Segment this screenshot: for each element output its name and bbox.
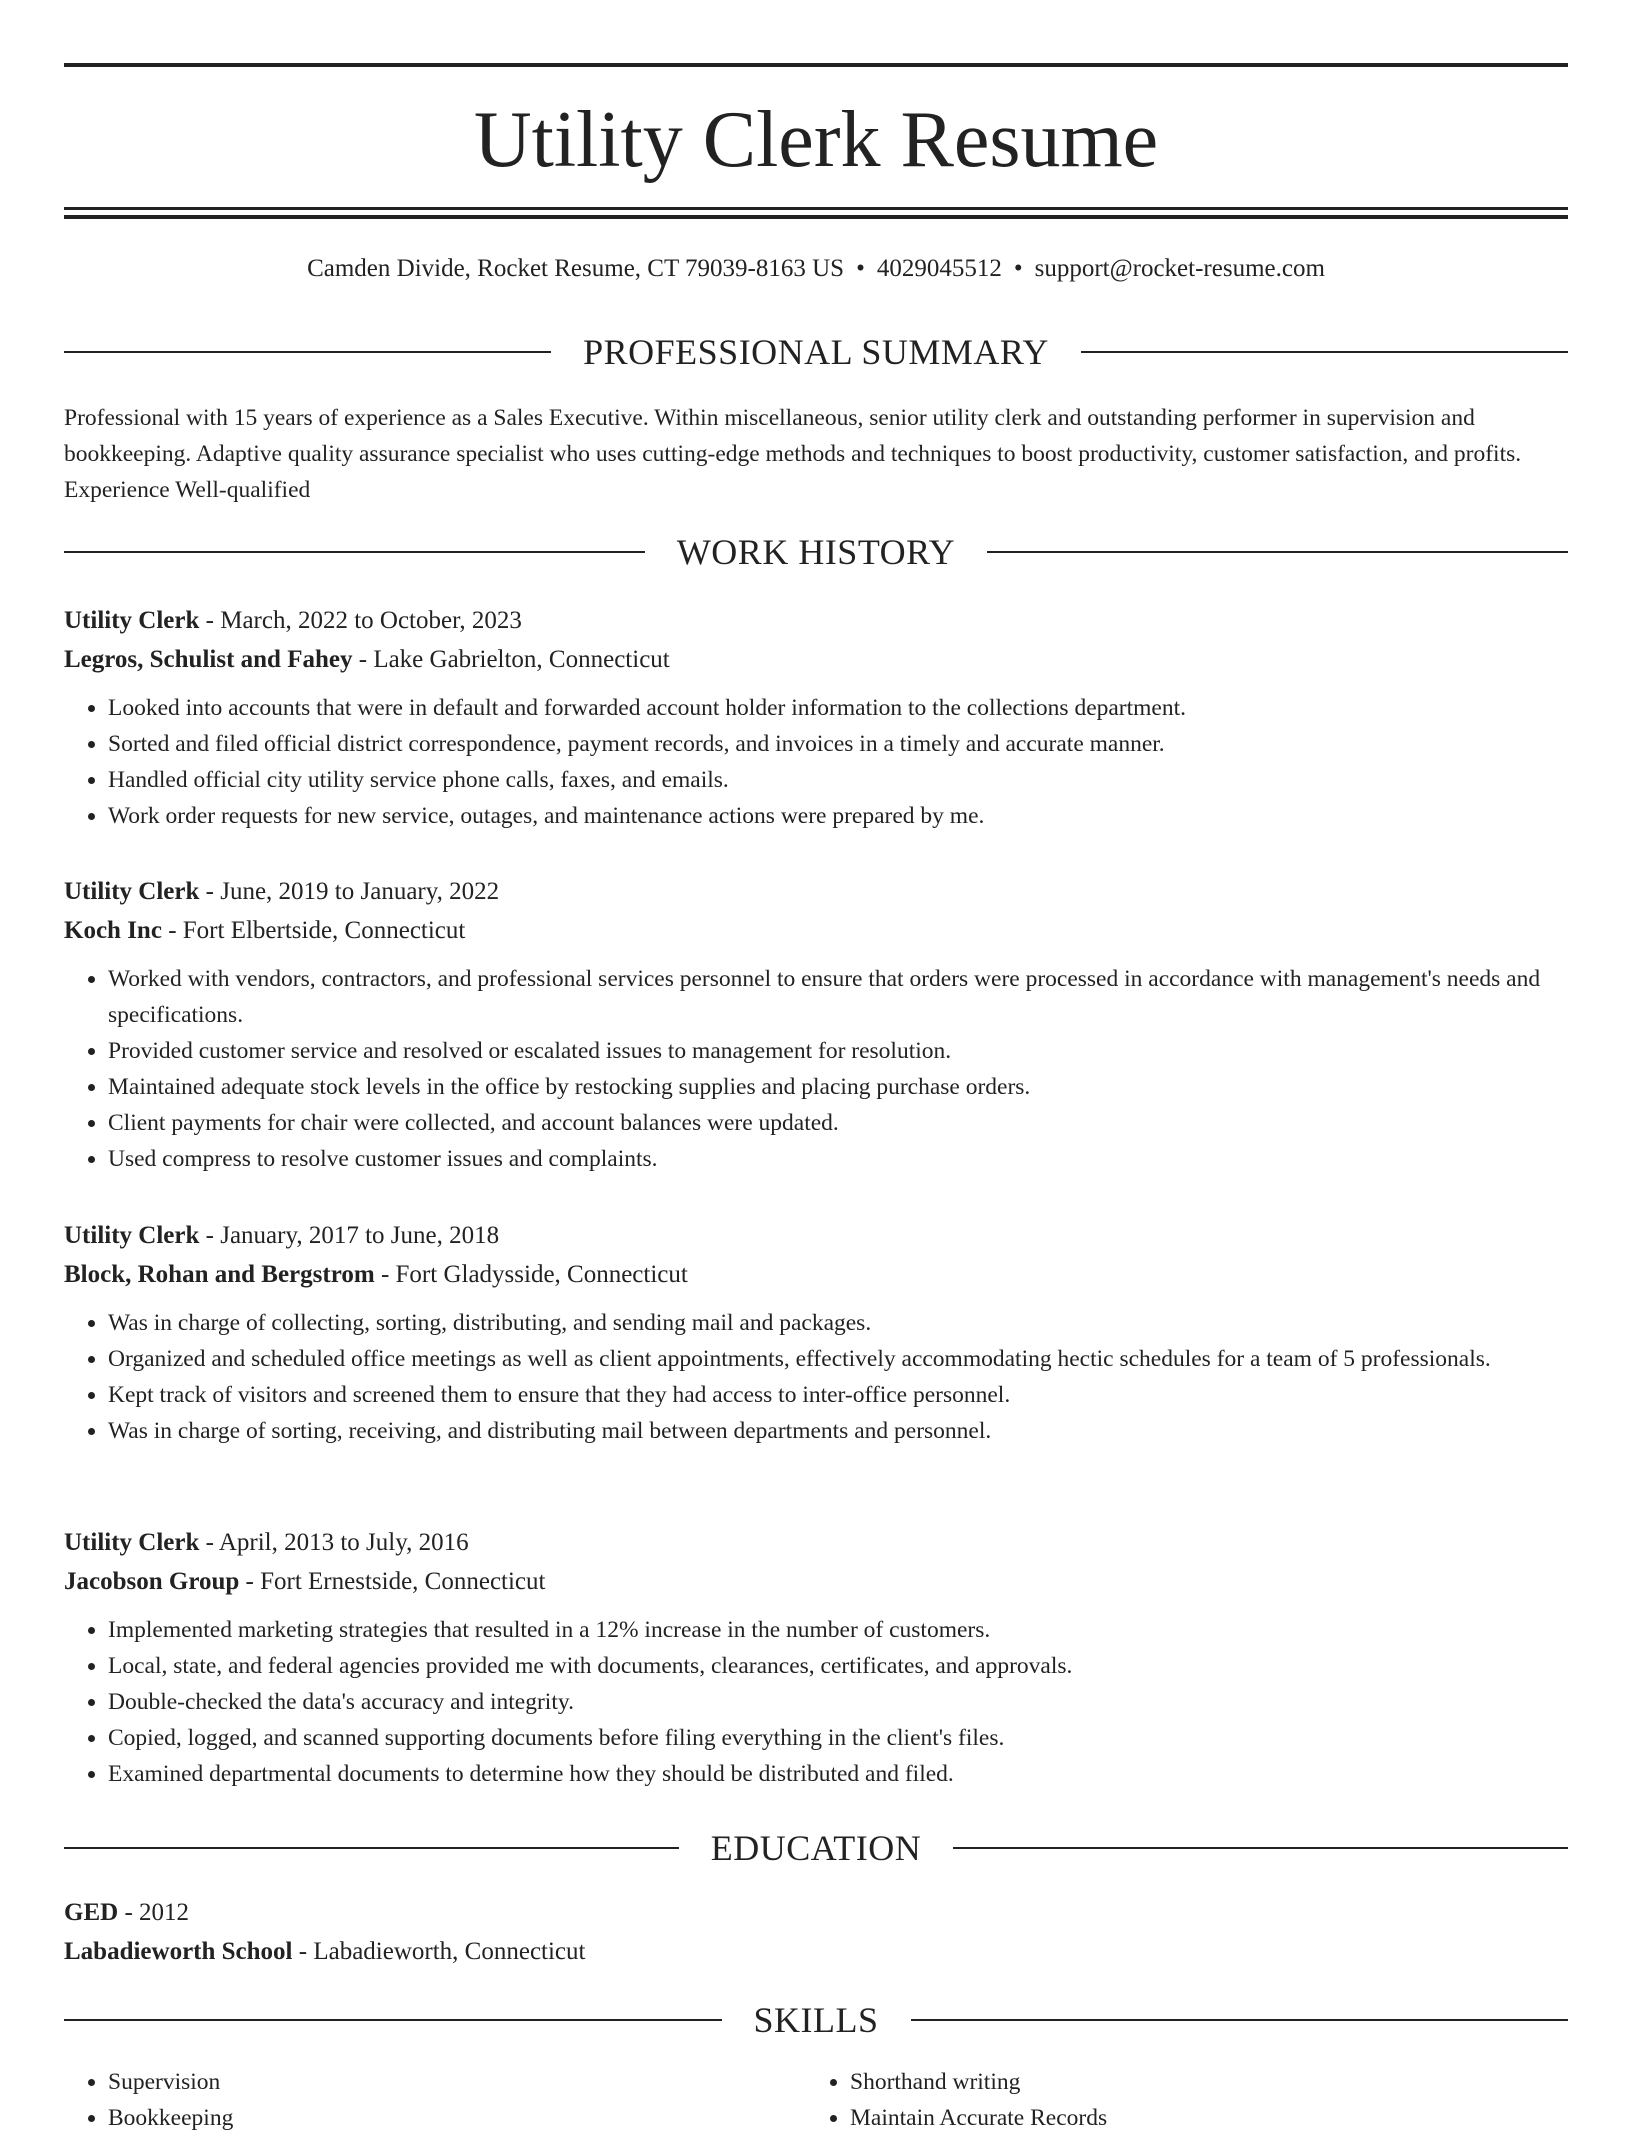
job-bullets: [64, 690, 1568, 834]
job-title-row: Utility Clerk - June, 2019 to January, 2022: [64, 878, 500, 905]
job-bullet: • Worked with vendors, contractors, and professional services personnel to ensure that orders were processed in accordance with management's needs and specifications.: [108, 961, 1568, 1033]
education-entry: [64, 1893, 1568, 1971]
job-dates: March, 2022 to October, 2023: [220, 607, 522, 634]
education-degree-row: GED - 2012: [64, 1899, 190, 1926]
job-dates: January, 2017 to June, 2018: [220, 1222, 500, 1249]
job-bullet: • Handled official city utility service phone calls, faxes, and emails.: [108, 762, 1568, 798]
job-bullet: • Examined departmental documents to determine how they should be distributed and filed.: [108, 1756, 1568, 1792]
education-heading: [64, 1826, 1568, 1870]
job-entry: [64, 1216, 1568, 1449]
education-school: Labadieworth School: [64, 1938, 293, 1965]
job-bullet: • Was in charge of sorting, receiving, and distributing mail between departments and personnel.: [108, 1413, 1568, 1449]
job-bullet: • Work order requests for new service, outages, and maintenance actions were prepared by me.: [108, 798, 1568, 834]
job-bullet: • Used compress to resolve customer issues and complaints.: [108, 1141, 1568, 1177]
education-year: 2012: [139, 1899, 190, 1926]
heading-rule: [64, 351, 551, 353]
job-bullet: • Maintained adequate stock levels in the office by restocking supplies and placing purchase orders.: [108, 1069, 1568, 1105]
section-title: WORK HISTORY: [676, 532, 956, 572]
job-title: Utility Clerk: [64, 1529, 200, 1556]
section-title: SKILLS: [753, 2000, 879, 2040]
job-bullet: • Sorted and filed official district correspondence, payment records, and invoices in a timely and accurate manner.: [108, 726, 1568, 762]
heading-rule: [911, 2019, 1569, 2021]
section-title: EDUCATION: [710, 1828, 922, 1868]
work-history-heading: [64, 530, 1568, 574]
job-location: Fort Ernestside, Connecticut: [260, 1568, 546, 1595]
job-company: Block, Rohan and Bergstrom: [64, 1261, 375, 1288]
heading-rule: [64, 2019, 722, 2021]
education-degree: GED: [64, 1899, 119, 1926]
job-location: Fort Gladysside, Connecticut: [395, 1261, 688, 1288]
heading-rule: [1081, 351, 1568, 353]
job-bullet: • Copied, logged, and scanned supporting documents before filing everything in the client's files.: [108, 1720, 1568, 1756]
contact-address: Camden Divide, Rocket Resume, CT 79039-8163 US: [307, 255, 845, 282]
job-title: Utility Clerk: [64, 607, 200, 634]
skills-list: [64, 2064, 1568, 2136]
job-company-row: Block, Rohan and Bergstrom - Fort Gladysside, Connecticut: [64, 1261, 688, 1288]
skill-item: • Supervision: [108, 2064, 806, 2100]
job-location: Fort Elbertside, Connecticut: [182, 917, 466, 944]
heading-rule: [64, 551, 645, 553]
job-title-row: Utility Clerk - March, 2022 to October, 2023: [64, 607, 522, 634]
job-entry: [64, 872, 1568, 1177]
skill-item: • Maintain Accurate Records: [850, 2100, 1548, 2136]
summary-heading: [64, 330, 1568, 374]
skills-column-left: [64, 2064, 806, 2136]
job-entry: [64, 601, 1568, 834]
heading-rule: [64, 1847, 679, 1849]
job-bullet: • Double-checked the data's accuracy and integrity.: [108, 1684, 1568, 1720]
education-school-row: Labadieworth School - Labadieworth, Connecticut: [64, 1938, 586, 1965]
education-location: Labadieworth, Connecticut: [313, 1938, 586, 1965]
job-company: Jacobson Group: [64, 1568, 240, 1595]
job-bullet: • Kept track of visitors and screened them to ensure that they had access to inter-office personnel.: [108, 1377, 1568, 1413]
summary-text: Professional with 15 years of experience as a Sales Executive. Within miscellaneous, senior utility clerk and outstanding performer in supervision and bookkeeping. Adaptive quality assurance specialist who uses cutting-edge methods and techniques to boost productivity, customer satisfaction, and profits. Experience Well-qualified: [64, 405, 1522, 503]
job-bullets: [64, 961, 1568, 1177]
top-rule: [64, 63, 1568, 67]
title-underline: [64, 207, 1568, 210]
job-bullets: [64, 1612, 1568, 1792]
skill-item: • Bookkeeping: [108, 2100, 806, 2136]
contact-separator: •: [856, 255, 865, 282]
resume-title: Utility Clerk Resume: [473, 96, 1159, 184]
job-bullet: • Provided customer service and resolved or escalated issues to management for resolution.: [108, 1033, 1568, 1069]
job-company-row: Legros, Schulist and Fahey - Lake Gabrielton, Connecticut: [64, 646, 670, 673]
job-dates: June, 2019 to January, 2022: [220, 878, 500, 905]
job-bullet: • Implemented marketing strategies that resulted in a 12% increase in the number of customers.: [108, 1612, 1568, 1648]
contact-email: support@rocket-resume.com: [1034, 255, 1325, 282]
job-bullet: • Local, state, and federal agencies provided me with documents, clearances, certificates, and approvals.: [108, 1648, 1568, 1684]
heading-rule: [953, 1847, 1568, 1849]
contact-line: [64, 252, 1568, 286]
job-bullet: • Client payments for chair were collected, and account balances were updated.: [108, 1105, 1568, 1141]
job-company: Legros, Schulist and Fahey: [64, 646, 353, 673]
job-bullets: [64, 1305, 1568, 1449]
job-bullet: • Was in charge of collecting, sorting, distributing, and sending mail and packages.: [108, 1305, 1568, 1341]
job-title-row: Utility Clerk - April, 2013 to July, 2016: [64, 1529, 469, 1556]
job-bullet: • Organized and scheduled office meetings as well as client appointments, effectively accommodating hectic schedules for a team of 5 professionals.: [108, 1341, 1568, 1377]
job-company-row: Jacobson Group - Fort Ernestside, Connecticut: [64, 1568, 546, 1595]
section-title: PROFESSIONAL SUMMARY: [583, 332, 1049, 372]
job-title: Utility Clerk: [64, 1222, 200, 1249]
job-bullet: • Looked into accounts that were in default and forwarded account holder information to the collections department.: [108, 690, 1568, 726]
job-company-row: Koch Inc - Fort Elbertside, Connecticut: [64, 917, 466, 944]
skill-item: • Shorthand writing: [850, 2064, 1548, 2100]
contact-separator: •: [1013, 255, 1023, 282]
job-entry: [64, 1523, 1568, 1792]
contact-phone: 4029045512: [876, 255, 1002, 282]
job-dates: April, 2013 to July, 2016: [218, 1529, 469, 1556]
title-underline: [64, 215, 1568, 219]
job-location: Lake Gabrielton, Connecticut: [373, 646, 670, 673]
job-company: Koch Inc: [64, 917, 162, 944]
job-title: Utility Clerk: [64, 878, 200, 905]
job-title-row: Utility Clerk - January, 2017 to June, 2018: [64, 1222, 500, 1249]
skills-heading: [64, 1998, 1568, 2042]
skills-column-right: [806, 2064, 1548, 2136]
heading-rule: [987, 551, 1568, 553]
